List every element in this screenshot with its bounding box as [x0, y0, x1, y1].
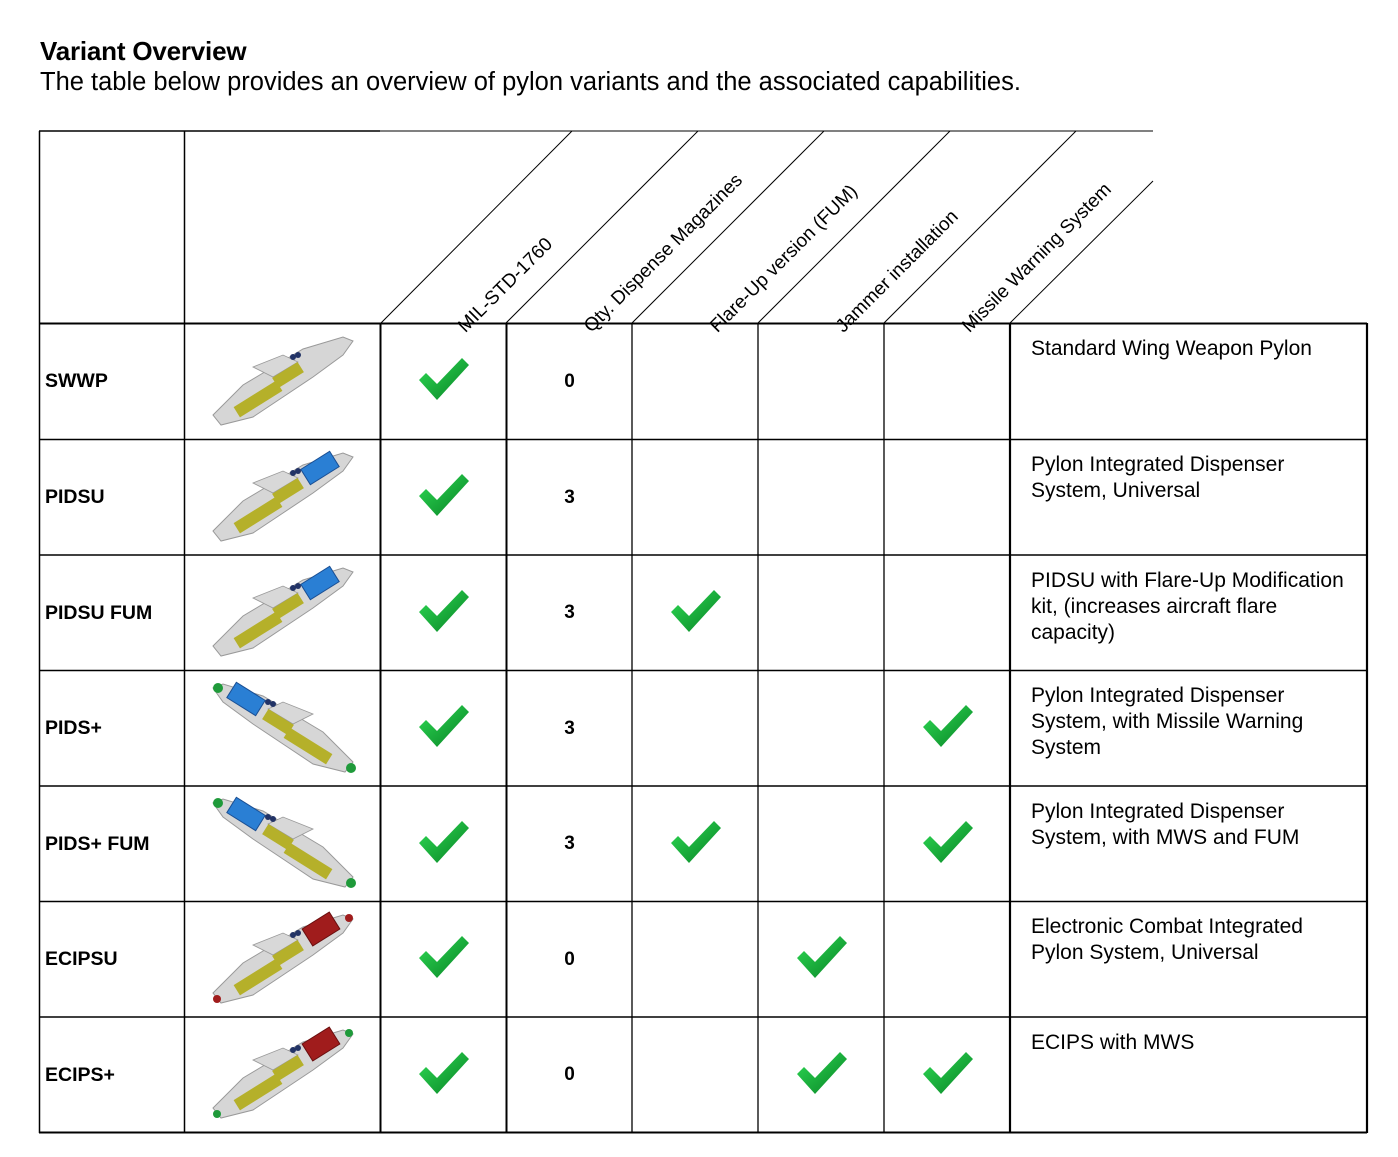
- pylon-image-cell: [185, 787, 380, 901]
- variant-name: ECIPS+: [45, 1063, 115, 1086]
- pylon-image-cell: [185, 440, 380, 555]
- variant-name: ECIPSU: [45, 948, 118, 970]
- check-icon: [669, 819, 723, 870]
- check-icon: [921, 703, 975, 754]
- missile-warning-system-cell: [885, 324, 1010, 439]
- variant-name-cell: [40, 787, 184, 901]
- check-icon: [417, 703, 471, 754]
- missile-warning-system-cell: [885, 440, 1010, 555]
- variant-name: PIDS+: [45, 717, 102, 739]
- flare-up-version-cell: [633, 902, 758, 1017]
- pylon-pidsu-image: [198, 443, 368, 553]
- jammer-installation-cell: [759, 440, 884, 555]
- jammer-installation-cell: [759, 556, 884, 670]
- column-header-mil-std-1760: MIL-STD-1760: [454, 233, 557, 337]
- jammer-installation-cell: [759, 671, 884, 786]
- check-icon: [795, 934, 849, 985]
- check-icon: [921, 1050, 975, 1101]
- pylon-pids-plus-image: [198, 674, 368, 784]
- jammer-installation-cell: [759, 1018, 884, 1132]
- variant-name-cell: [40, 902, 184, 1017]
- qty-value: 3: [564, 486, 575, 508]
- variant-name: PIDS+ FUM: [45, 832, 150, 855]
- column-header-jammer-installation: Jammer installation: [832, 206, 963, 337]
- variant-name: PIDSU FUM: [45, 601, 153, 624]
- pylon-ecips-plus-image: [198, 1020, 368, 1130]
- check-icon: [921, 819, 975, 870]
- mil-std-1760-cell: [381, 324, 506, 439]
- qty-dispense-magazines-cell: [507, 440, 632, 555]
- column-header-flare-up-version: Flare-Up version (FUM): [706, 180, 862, 337]
- variant-description: Electronic Combat Integrated Pylon System, Universal: [1031, 915, 1303, 964]
- column-header-missile-warning-system: Missile Warning System: [958, 179, 1116, 337]
- pylon-image-cell: [185, 556, 380, 670]
- description-cell: [1011, 324, 1366, 439]
- missile-warning-system-cell: [885, 902, 1010, 1017]
- pylon-image-cell: [185, 1018, 380, 1132]
- description-cell: [1011, 787, 1366, 901]
- missile-warning-system-cell: [885, 787, 1010, 901]
- variant-name-cell: [40, 671, 184, 786]
- jammer-installation-cell: [759, 787, 884, 901]
- missile-warning-system-cell: [885, 1018, 1010, 1132]
- qty-value: 3: [564, 833, 575, 854]
- mil-std-1760-cell: [381, 1018, 506, 1132]
- variant-name: SWWP: [45, 370, 108, 392]
- variant-description: Pylon Integrated Dispenser System, Universal: [1031, 453, 1285, 502]
- qty-dispense-magazines-cell: [507, 671, 632, 786]
- missile-warning-system-cell: [885, 671, 1010, 786]
- mil-std-1760-cell: [381, 787, 506, 901]
- pylon-ecipsu-image: [198, 905, 368, 1015]
- flare-up-version-cell: [633, 787, 758, 901]
- description-cell: [1011, 671, 1366, 786]
- check-icon: [795, 1050, 849, 1101]
- flare-up-version-cell: [633, 556, 758, 670]
- qty-value: 3: [564, 717, 575, 739]
- check-icon: [417, 588, 471, 639]
- pylon-image-cell: [185, 902, 380, 1017]
- variant-description: Pylon Integrated Dispenser System, with Missile Warning System: [1031, 684, 1304, 759]
- variant-name-cell: [40, 440, 184, 555]
- section-title: Variant Overview: [40, 36, 247, 66]
- qty-dispense-magazines-cell: [507, 787, 632, 901]
- column-header-qty-dispense-magazines: Qty. Dispense Magazines: [580, 169, 747, 337]
- check-icon: [417, 356, 471, 407]
- pylon-image-cell: [185, 671, 380, 786]
- qty-dispense-magazines-cell: [507, 324, 632, 439]
- mil-std-1760-cell: [381, 902, 506, 1017]
- check-icon: [417, 934, 471, 985]
- pylon-image-cell: [185, 324, 380, 439]
- check-icon: [417, 472, 471, 523]
- pylon-pidsu-fum-image: [198, 558, 368, 668]
- qty-dispense-magazines-cell: [507, 1018, 632, 1132]
- variant-name-cell: [40, 324, 184, 439]
- section-subtitle: The table below provides an overview of pylon variants and the associated capabilities.: [40, 68, 1021, 96]
- description-cell: [1011, 556, 1366, 670]
- qty-dispense-magazines-cell: [507, 556, 632, 670]
- flare-up-version-cell: [633, 324, 758, 439]
- check-icon: [417, 1050, 471, 1101]
- qty-value: 0: [564, 370, 575, 392]
- variant-description: PIDSU with Flare-Up Modification kit, (increases aircraft flare capacity): [1031, 569, 1344, 644]
- jammer-installation-cell: [759, 902, 884, 1017]
- variant-description: Pylon Integrated Dispenser System, with MWS and FUM: [1031, 800, 1300, 849]
- flare-up-version-cell: [633, 1018, 758, 1132]
- qty-value: 3: [564, 602, 575, 623]
- mil-std-1760-cell: [381, 671, 506, 786]
- flare-up-version-cell: [633, 440, 758, 555]
- variant-description: Standard Wing Weapon Pylon: [1031, 337, 1312, 360]
- mil-std-1760-cell: [381, 440, 506, 555]
- check-icon: [417, 819, 471, 870]
- variant-name-cell: [40, 556, 184, 670]
- qty-dispense-magazines-cell: [507, 902, 632, 1017]
- check-icon: [669, 588, 723, 639]
- pylon-pids-plus-fum-image: [198, 789, 368, 899]
- description-cell: [1011, 902, 1366, 1017]
- variant-name-cell: [40, 1018, 184, 1132]
- variant-description: ECIPS with MWS: [1031, 1031, 1195, 1054]
- pylon-swwp-image: [198, 327, 368, 437]
- variant-name: PIDSU: [45, 486, 105, 508]
- mil-std-1760-cell: [381, 556, 506, 670]
- qty-value: 0: [564, 1064, 575, 1085]
- missile-warning-system-cell: [885, 556, 1010, 670]
- jammer-installation-cell: [759, 324, 884, 439]
- description-cell: [1011, 1018, 1366, 1132]
- description-cell: [1011, 440, 1366, 555]
- flare-up-version-cell: [633, 671, 758, 786]
- qty-value: 0: [564, 948, 575, 970]
